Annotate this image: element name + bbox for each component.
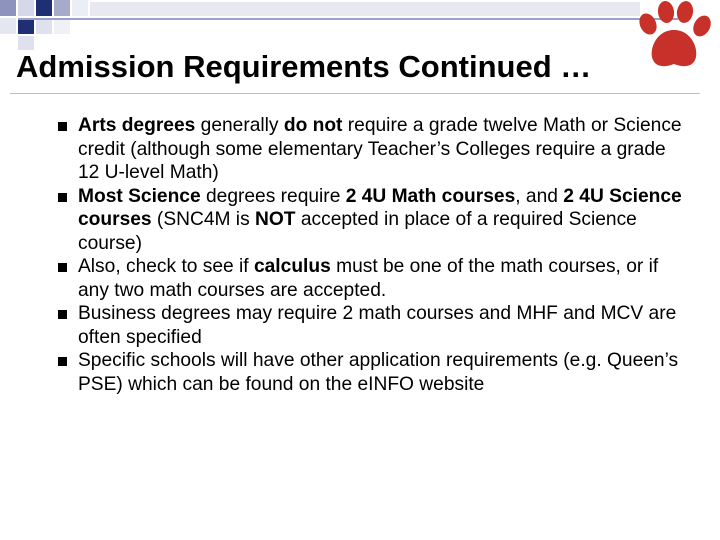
bullet-text: generally [195, 115, 284, 136]
bullet-text: require a grade twelve Math or Science credit (although some elementary Teacher’s Colleges require a grade 12 U-level Math) [78, 115, 682, 183]
square-bullet-icon [58, 310, 67, 319]
bullet-text: , and [515, 185, 564, 207]
bullet-text-bold: NOT [255, 209, 296, 230]
paw-print-icon [636, 0, 712, 72]
header-decoration [0, 0, 720, 50]
square-bullet-icon [58, 263, 67, 272]
bullet-text: Business degrees may require 2 math courses and MHF and MCV are often specified [78, 303, 677, 348]
bullet-list [58, 114, 688, 396]
bullet-text: must be one of the math courses, or if any two math courses are accepted. [78, 256, 659, 301]
title-divider [10, 93, 700, 94]
bullet-text-bold: 2 4U Math courses [345, 185, 516, 207]
bullet-text-bold: calculus [253, 256, 331, 277]
bullet-text: Also, check to see if [78, 256, 254, 277]
page-title: Admission Requirements Continued … [16, 49, 592, 84]
bullet-text: (SNC4M is [151, 209, 255, 230]
bullet-item [58, 349, 688, 396]
bullet-item [58, 114, 688, 185]
bullet-text: Specific schools will have other application requirements (e.g. Queen’s PSE) which can be found on the eINFO website [78, 350, 679, 395]
bullet-text-bold: Most Science [78, 185, 201, 207]
bullet-item [58, 255, 688, 302]
square-bullet-icon [58, 122, 67, 131]
bullet-text-bold: 2 4U Science courses [78, 185, 682, 230]
bullet-item [58, 185, 688, 256]
square-bullet-icon [58, 357, 67, 366]
bullet-item [58, 302, 688, 349]
bullet-text-bold: Arts degrees [78, 115, 196, 136]
bullet-text-bold: do not [283, 115, 343, 136]
square-bullet-icon [58, 193, 67, 202]
bullet-text: accepted in place of a required Science course) [78, 209, 637, 254]
bullet-text: degrees require [200, 185, 346, 207]
